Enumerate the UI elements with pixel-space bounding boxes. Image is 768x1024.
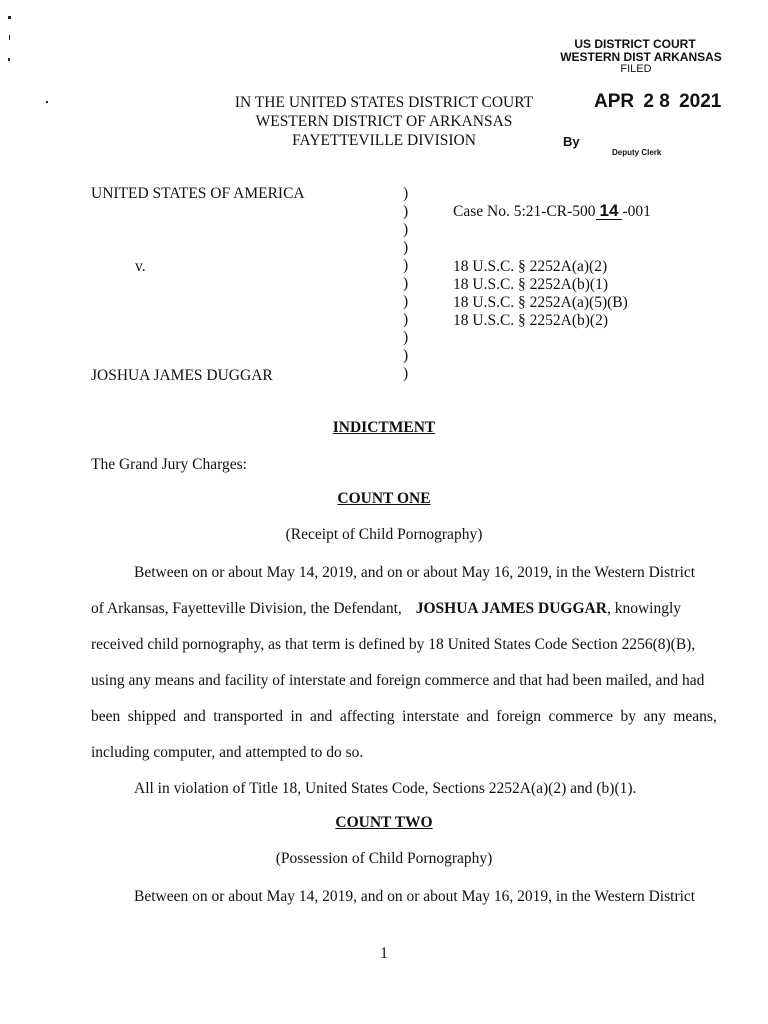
stamp-line-court: US DISTRICT COURT <box>574 37 696 51</box>
count-one-subtitle: (Receipt of Child Pornography) <box>285 526 483 543</box>
caption-paren: ) <box>403 347 409 364</box>
stamp-date-year: 2021 <box>679 91 722 112</box>
count-two-heading: COUNT TWO <box>335 814 433 831</box>
count-two-subtitle: (Possession of Child Pornography) <box>275 850 493 867</box>
caption-versus: v. <box>135 258 146 275</box>
caption-paren: ) <box>403 365 409 382</box>
scan-mark <box>9 35 10 40</box>
paragraph-line: including computer, and attempted to do so. <box>91 744 364 761</box>
count-one-heading: COUNT ONE <box>337 490 431 507</box>
stamp-line-district: WESTERN DIST ARKANSAS <box>560 50 722 64</box>
stamp-date <box>594 91 721 113</box>
caption-paren: ) <box>403 311 409 328</box>
scan-mark <box>46 101 48 103</box>
grand-jury-intro: The Grand Jury Charges: <box>91 456 247 473</box>
court-header-line-2: WESTERN DISTRICT OF ARKANSAS <box>255 113 513 130</box>
paragraph-segment: of Arkansas, Fayetteville Division, the Defendant, <box>91 600 402 617</box>
court-header-line-3: FAYETTEVILLE DIVISION <box>292 132 476 149</box>
count-one-violation: All in violation of Title 18, United States Code, Sections 2252A(a)(2) and (b)(1). <box>134 780 637 797</box>
paragraph-line <box>91 600 681 618</box>
caption-paren: ) <box>403 275 409 292</box>
paragraph-segment: , knowingly <box>606 600 681 617</box>
case-number-prefix: Case No. 5:21-CR-500 <box>453 203 596 220</box>
document-title: INDICTMENT <box>332 419 436 436</box>
case-number <box>453 203 651 221</box>
court-header-line-1: IN THE UNITED STATES DISTRICT COURT <box>234 94 534 111</box>
paragraph-line: Between on or about May 14, 2019, and on or about May 16, 2019, in the Western District <box>134 564 696 581</box>
stamp-date-day: 2 8 <box>643 91 670 112</box>
statute-line: 18 U.S.C. § 2252A(b)(1) <box>453 276 608 293</box>
scan-mark <box>8 58 10 61</box>
paragraph-segment <box>416 600 681 618</box>
scan-mark <box>8 16 11 19</box>
caption-paren: ) <box>403 221 409 238</box>
caption-paren: ) <box>403 257 409 274</box>
caption-paren: ) <box>403 203 409 220</box>
caption-paren: ) <box>403 329 409 346</box>
caption-paren: ) <box>403 293 409 310</box>
paragraph-line: received child pornography, as that term is defined by 18 United States Code Section 2256(8)(B), <box>91 636 696 653</box>
caption-defendant: JOSHUA JAMES DUGGAR <box>91 367 273 384</box>
stamp-line-filed: FILED <box>620 63 652 75</box>
count-two-paragraph-line: Between on or about May 14, 2019, and on or about May 16, 2019, in the Western District <box>134 888 696 905</box>
caption-paren: ) <box>403 239 409 256</box>
caption-plaintiff: UNITED STATES OF AMERICA <box>91 185 305 202</box>
caption-paren: ) <box>403 185 409 202</box>
stamp-by: By <box>563 134 580 149</box>
stamp-date-month: APR <box>594 91 635 112</box>
statute-line: 18 U.S.C. § 2252A(b)(2) <box>453 312 608 329</box>
statute-line: 18 U.S.C. § 2252A(a)(2) <box>453 258 608 275</box>
defendant-name: JOSHUA JAMES DUGGAR <box>415 600 607 617</box>
statute-line: 18 U.S.C. § 2252A(a)(5)(B) <box>453 294 628 311</box>
page-number: 1 <box>380 945 388 962</box>
paragraph-line: using any means and facility of interstate and foreign commerce and that had been mailed, and had <box>91 672 705 689</box>
case-number-handwritten: 14 <box>596 203 623 220</box>
case-number-suffix: -001 <box>622 203 651 220</box>
paragraph-line: been shipped and transported in and affecting interstate and foreign commerce by any means, <box>91 708 717 725</box>
stamp-deputy-clerk: Deputy Clerk <box>612 148 662 157</box>
